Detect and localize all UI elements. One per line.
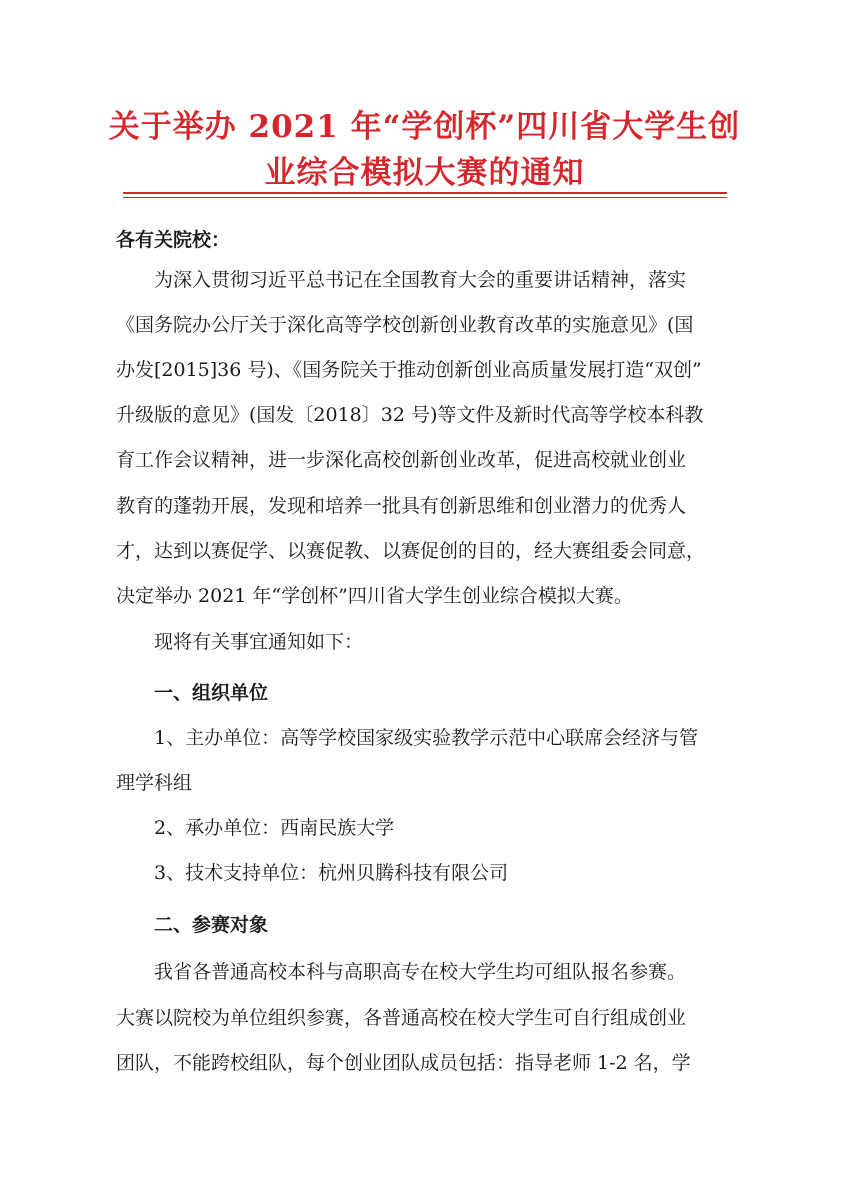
section-1-item-1-line-2: 理学科组 [116,772,193,794]
intro-line-2: 《国务院办公厅关于深化高等学校创新创业教育改革的实施意见》(国 [116,314,694,336]
section-1-heading: 一、组织单位 [154,682,269,704]
title-divider-thin [123,197,727,198]
intro-line-8: 决定举办 2021 年“学创杯”四川省大学生创业综合模拟大赛。 [116,585,633,607]
intro-line-7: 才，达到以赛促学、以赛促教、以赛促创的目的，经大赛组委会同意， [116,540,706,562]
section-2-line-2: 大赛以院校为单位组织参赛，各普通高校在校大学生可自行组成创业 [116,1007,687,1029]
intro-line-6: 教育的蓬勃开展，发现和培养一批具有创新思维和创业潜力的优秀人 [116,495,687,517]
salutation: 各有关院校： [116,229,231,251]
section-2-line-3: 团队，不能跨校组队，每个创业团队成员包括：指导老师 1-2 名，学 [116,1052,691,1074]
document-title-line-1: 关于举办 2021 年“学创杯”四川省大学生创 [108,109,741,145]
document-title-line-2: 业综合模拟大赛的通知 [264,155,585,191]
section-1-item-2: 2、承办单位：西南民族大学 [154,817,395,839]
intro-line-5: 育工作会议精神，进一步深化高校创新创业改革，促进高校就业创业 [116,449,687,471]
intro-line-1: 为深入贯彻习近平总书记在全国教育大会的重要讲话精神，落实 [154,269,687,291]
notice-line: 现将有关事宜通知如下： [154,631,364,653]
section-1-item-1-line-1: 1、主办单位：高等学校国家级实验教学示范中心联席会经济与管 [154,727,699,749]
intro-line-4: 升级版的意见》(国发〔2018〕32 号)等文件及新时代高等学校本科教 [116,404,704,426]
title-divider-thick [123,192,727,194]
section-2-line-1: 我省各普通高校本科与高职高专在校大学生均可组队报名参赛。 [154,961,687,983]
intro-line-3: 办发[2015]36 号)、《国务院关于推动创新创业高质量发展打造“双创” [116,359,702,381]
section-1-item-3: 3、技术支持单位：杭州贝腾科技有限公司 [154,862,509,884]
section-2-heading: 二、参赛对象 [154,914,269,936]
